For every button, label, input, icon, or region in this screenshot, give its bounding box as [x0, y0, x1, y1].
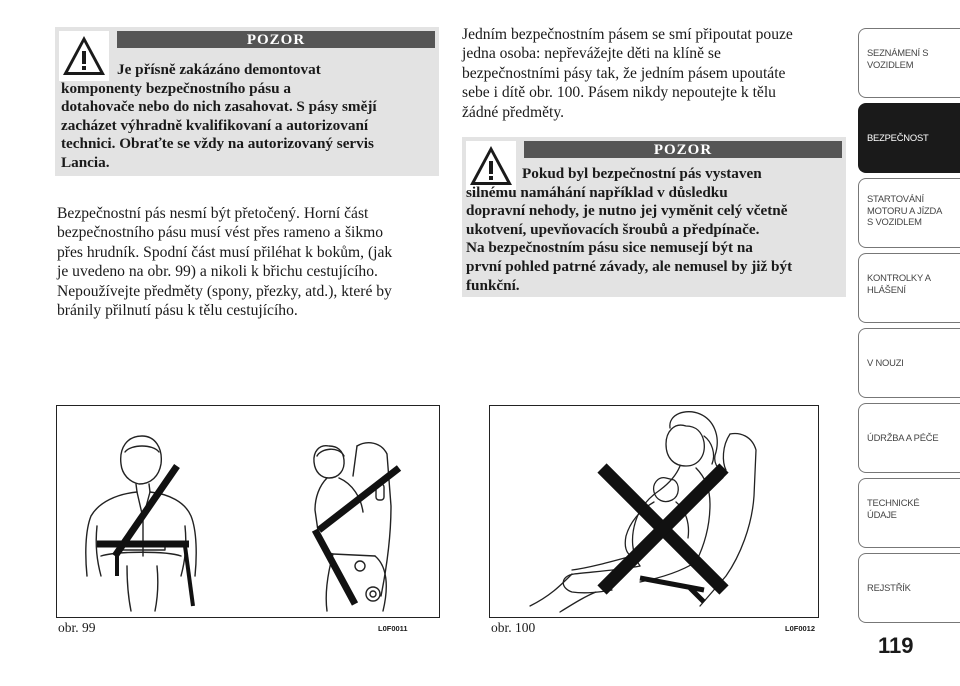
- figure-label-100: obr. 100: [491, 620, 536, 635]
- belt-illustration-incorrect: [490, 406, 818, 617]
- paragraph-belt-position: Bezpečnostní pás nesmí být přetočený. Horní část bezpečnostního pásu musí vést přes rameno a šikmo přes hrudník. Spodní část musí přiléhat k bokům, (jak je uvedeno na obr. 99) a nikoli k břichu cestujícího. Nepoužívejte předměty (spony, přezky, atd.), které by bránily přilnutí pásu k tělu cestujícího.: [57, 205, 393, 320]
- figure-100: [489, 405, 819, 618]
- tab-v-nouzi[interactable]: V NOUZI: [858, 328, 960, 398]
- warning-text: Pokud byl bezpečnostní pás vystaven silnému namáhání například v důsledku dopravní nehody, je nutno jej vyměnit celý včetně ukotvení, upevňovacích šroubů a předpínače. Na bezpečnostním pásu sice nemusejí být na první pohled patrné závady, ale nemusel by již být funkční.: [466, 165, 793, 294]
- tab-rejstrik[interactable]: REJSTŘÍK: [858, 553, 960, 623]
- figure-code-99: L0F0011: [378, 624, 408, 633]
- warning-box-1: [55, 27, 439, 176]
- figure-label-99: obr. 99: [58, 620, 96, 635]
- warning-text: Je přísně zakázáno demontovat komponenty bezpečnostního pásu a dotahovače nebo do nich zasahovat. S pásy smějí zacházet výhradně kvalifikovaní a autorizovaní technici. Obraťte se vždy na autorizovaný servis Lancia.: [61, 61, 377, 171]
- tab-bezpecnost[interactable]: BEZPEČNOST: [858, 103, 960, 173]
- figure-code-100: L0F0012: [785, 624, 816, 633]
- tab-kontrolky[interactable]: KONTROLKY A HLÁŠENÍ: [858, 253, 960, 323]
- warning-box-2: [462, 137, 846, 297]
- tab-udrzba[interactable]: ÚDRŽBA A PÉČE: [858, 403, 960, 473]
- tab-technicke[interactable]: TECHNICKÉ ÚDAJE: [858, 478, 960, 548]
- page-number: 119: [878, 633, 914, 658]
- belt-illustration-correct: [57, 406, 439, 617]
- chapter-tabs: [858, 28, 960, 628]
- warning-heading: POZOR: [524, 141, 842, 158]
- figure-99: [56, 405, 440, 618]
- tab-startovani[interactable]: STARTOVÁNÍ MOTORU A JÍZDA S VOZIDLEM: [858, 178, 960, 248]
- tab-seznameni[interactable]: SEZNÁMENÍ S VOZIDLEM: [858, 28, 960, 98]
- warning-heading: POZOR: [117, 31, 435, 48]
- paragraph-one-person: Jedním bezpečnostním pásem se smí připoutat pouze jedna osoba: nepřevážejte děti na klíně se bezpečnostními pásy tak, že jedním pásem upoutáte sebe i dítě obr. 100. Pásem nikdy nepoutejte k tělu žádné předměty.: [462, 26, 793, 121]
